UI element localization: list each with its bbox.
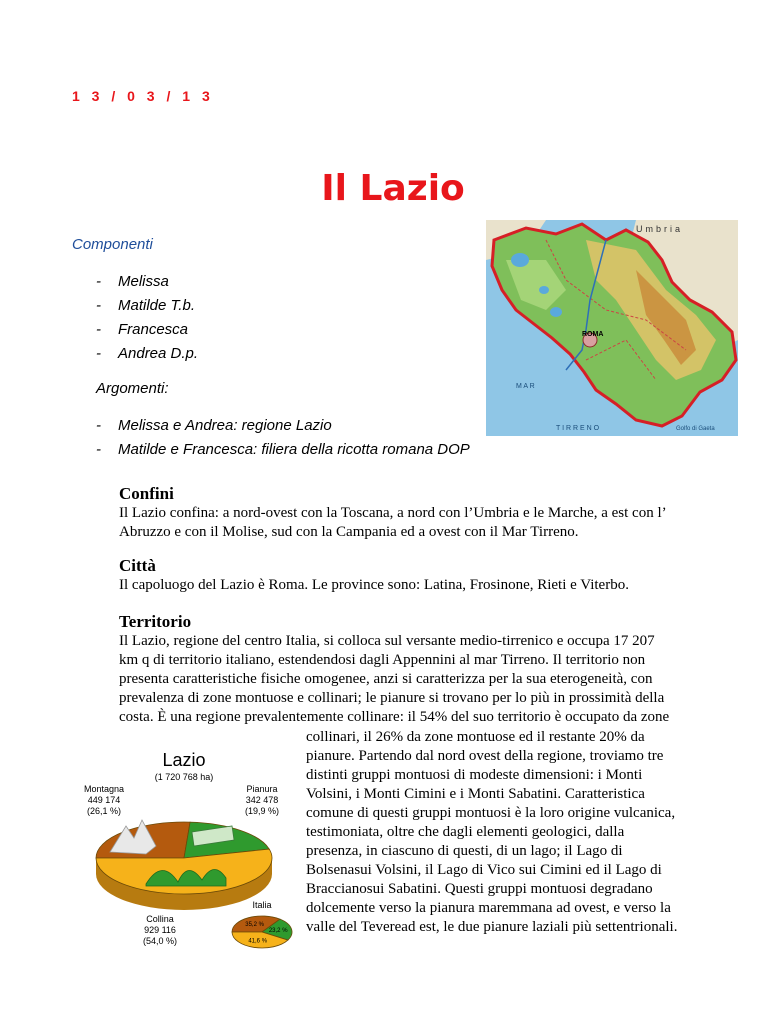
list-item: - Matilde e Francesca: filiera della ricotta romana DOP bbox=[96, 441, 470, 458]
chart-title: Lazio bbox=[162, 750, 206, 770]
chart-label-montagna-percent: (26,1 %) bbox=[86, 806, 122, 816]
section-heading: Territorio bbox=[119, 612, 192, 631]
paragraph-line: prevalenza di zone montuose e collinari; le pianure si trovano per lo più in prossimità della bbox=[119, 690, 665, 706]
chart-label-pianura-name: Pianura bbox=[246, 784, 278, 794]
chart-label-montagna-value: 449 174 bbox=[87, 795, 121, 805]
paragraph-line: costa. È una regione prevalentemente collinare: il 54% del suo territorio è occupato da zone bbox=[119, 709, 670, 725]
arguments-list bbox=[96, 414, 470, 462]
pie-slice-label: 23,2 % bbox=[268, 928, 288, 935]
paragraph-line: Braccianosui Sabatini. Questi gruppi montuosi degradano bbox=[306, 881, 653, 897]
chart-inset-pie bbox=[232, 916, 292, 948]
paragraph-line: Il Lazio, regione del centro Italia, si colloca sul versante medio-tirrenico e occupa 17 207 bbox=[119, 633, 655, 649]
chart-subtitle: (1 720 768 ha) bbox=[154, 772, 214, 782]
paragraph-line: dolcemente verso la pianura maremmana ad ovest, e verso la bbox=[306, 900, 671, 916]
map-label-roma: ROMA bbox=[582, 331, 604, 338]
chart-label-collina-name: Collina bbox=[146, 914, 174, 924]
arguments-label: Argomenti: bbox=[96, 380, 169, 397]
chart-hill-illustration bbox=[146, 869, 226, 886]
paragraph-line: testimoniata, oltre che dagli elementi geologici, dalla bbox=[306, 824, 625, 840]
paragraph-line: presenta caratteristiche fisiche omogenee, anzi si caratterizza per la sua eterogeneità, con bbox=[119, 671, 653, 687]
section-citta bbox=[119, 556, 739, 595]
chart-label-pianura-percent: (19,9 %) bbox=[244, 806, 280, 816]
components-list bbox=[96, 270, 198, 366]
list-item: - Melissa e Andrea: regione Lazio bbox=[96, 417, 332, 434]
map-label-mar: M A R bbox=[516, 383, 535, 390]
map-label-gaeta: Golfo di Gaeta bbox=[676, 426, 715, 432]
section-heading: Confini bbox=[119, 484, 174, 503]
chart-inset-title: Italia bbox=[252, 900, 272, 910]
list-item: - Francesca bbox=[96, 321, 189, 338]
paragraph-line: valle del Teveread est, le due pianure laziali più settentrionali. bbox=[306, 919, 678, 935]
paragraph-line: Abruzzo e con il Molise, sud con la Campania ed a ovest con il Mar Tirreno. bbox=[119, 524, 579, 540]
section-territorio bbox=[119, 612, 739, 727]
paragraph-line: km q di territorio italiano, estendendosi dagli Appennini al mar Tirreno. Il territorio non bbox=[119, 652, 646, 668]
paragraph-line: Il Lazio confina: a nord-ovest con la Toscana, a nord con l’Umbria e le Marche, a est con l’ bbox=[119, 505, 667, 521]
chart-label-montagna-name: Montagna bbox=[83, 784, 125, 794]
map-label-umbria: Umbria bbox=[636, 224, 684, 234]
pie-slice-label: 35,2 % bbox=[245, 922, 264, 929]
paragraph-line: Bolsenasui Volsini, il Lago di Vico sui Cimini ed il Lago di bbox=[306, 862, 662, 878]
paragraph-line: distinti gruppi montuosi di modeste dimensioni: i Monti bbox=[306, 767, 643, 783]
chart-label-collina-percent: (54,0 %) bbox=[142, 936, 178, 946]
paragraph-line: comune di questi gruppi montuosi è la loro origine vulcanica, bbox=[306, 805, 676, 821]
list-item: - Melissa bbox=[96, 273, 169, 290]
map-lake-vico bbox=[539, 286, 549, 294]
paragraph-line: pianure. Partendo dal nord ovest della regione, troviamo tre bbox=[306, 748, 664, 764]
list-item: - Andrea D.p. bbox=[96, 345, 199, 362]
components-label: Componenti bbox=[72, 236, 153, 253]
page-title: Il Lazio bbox=[321, 168, 465, 209]
paragraph-line: presenza, in ciascuno di questi, di un lago; il Lago di bbox=[306, 843, 623, 859]
map-label-tirreno: T I R R E N O bbox=[556, 425, 600, 432]
document-date: 1 3 / 0 3 / 1 3 bbox=[72, 88, 214, 104]
territory-pie-chart bbox=[76, 746, 298, 978]
pie-slice-label: 41,6 % bbox=[248, 938, 268, 945]
map-lake-bolsena bbox=[511, 253, 529, 267]
map-lake-bracciano bbox=[550, 307, 562, 317]
chart-label-collina-value: 929 116 bbox=[144, 925, 176, 935]
chart-label-pianura-value: 342 478 bbox=[245, 795, 279, 805]
paragraph-line: Il capoluogo del Lazio è Roma. Le province sono: Latina, Frosinone, Rieti e Viterbo. bbox=[119, 577, 629, 593]
paragraph-line: Volsini, i Monti Cimini e i Monti Sabatini. Caratteristica bbox=[306, 786, 645, 802]
lazio-map bbox=[486, 220, 738, 436]
territorio-continued bbox=[306, 728, 746, 937]
section-confini bbox=[119, 484, 739, 542]
paragraph-line: collinari, il 26% da zone montuose ed il restante 20% da bbox=[306, 729, 645, 745]
list-item: - Matilde T.b. bbox=[96, 297, 195, 314]
section-heading: Città bbox=[119, 556, 156, 575]
